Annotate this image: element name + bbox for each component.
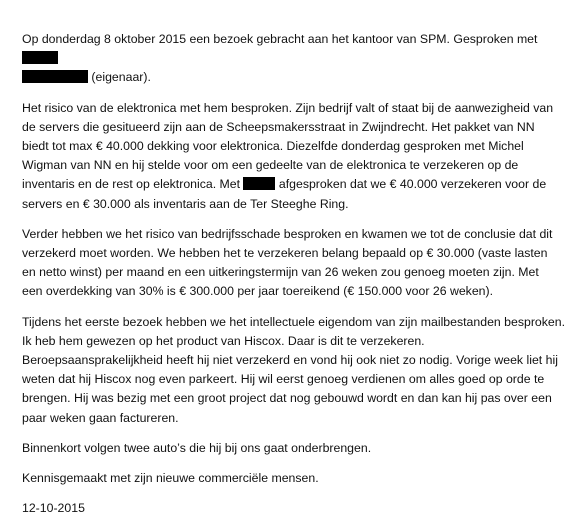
paragraph-cars: Binnenkort volgen twee auto’s die hij bij ons gaat onderbrengen. — [22, 440, 372, 455]
paragraph-electronics-text: Het risico van de elektronica met hem besproken. Zijn bedrijf valt of staat bij de aanwezigheid van de servers die gesitueerd zijn aan de Scheepsmakersstraat in Zwijndrecht. Het pakket van NN biedt tot max € 40.000 dekking voor elektronica. Diezelfde donderdag gesproken met Michel Wigman van NN en hij stelde voor om een gedeelte van de elektronica te verzekeren op de inventaris en de rest op elektronica. Met — [22, 100, 554, 192]
redacted-name — [22, 51, 58, 64]
redacted-name — [22, 70, 88, 83]
paragraph-electronics — [22, 99, 564, 214]
paragraph-visit — [22, 30, 557, 88]
redacted-name — [243, 177, 275, 190]
paragraph-electronics-agreement: afgesproken dat we € 40.000 verzekeren voor de servers en € 30.000 als inventaris aan de Ter Steeghe Ring. — [22, 177, 547, 211]
paragraph-commercial-staff: Kennisgemaakt met zijn nieuwe commerciële mensen. — [22, 471, 319, 486]
document-date: 12-10-2015 — [22, 501, 85, 516]
paragraph-business-interruption: Verder hebben we het risico van bedrijfsschade besproken en kwamen we tot de conclusie dat dit verzekerd moet worden. We hebben het te verzekeren belang bepaald op € 30.000 (vaste lasten en netto winst) per maand en een uitkeringstermijn van 26 weken zou genoeg moeten zijn. Met een overdekking van 30% is € 300.000 per jaar toereikend (€ 150.000 voor 26 weken). — [22, 226, 553, 299]
paragraph-intellectual-property: Tijdens het eerste bezoek hebben we het intellectuele eigendom van zijn mailbestanden besproken. Ik heb hem gewezen op het product van Hiscox. Daar is dit te verzekeren. Beroepsaansprakelijkheid heeft hij niet verzekerd en vond hij ook niet zo nodig. Vorige week liet hij weten dat hij Hiscox nog even parkeert. Hij wil eerst genoeg verdienen om alles goed op orde te brengen. Hij was bezig met een groot project dat nog gebouwd wordt en dan kan hij pas over een paar weken gaan factureren. — [22, 314, 566, 425]
letter-body — [22, 30, 566, 518]
paragraph-visit-text: Op donderdag 8 oktober 2015 een bezoek gebracht aan het kantoor van SPM. Gesproken met — [22, 32, 538, 46]
paragraph-visit-role: (eigenaar). — [88, 70, 151, 85]
